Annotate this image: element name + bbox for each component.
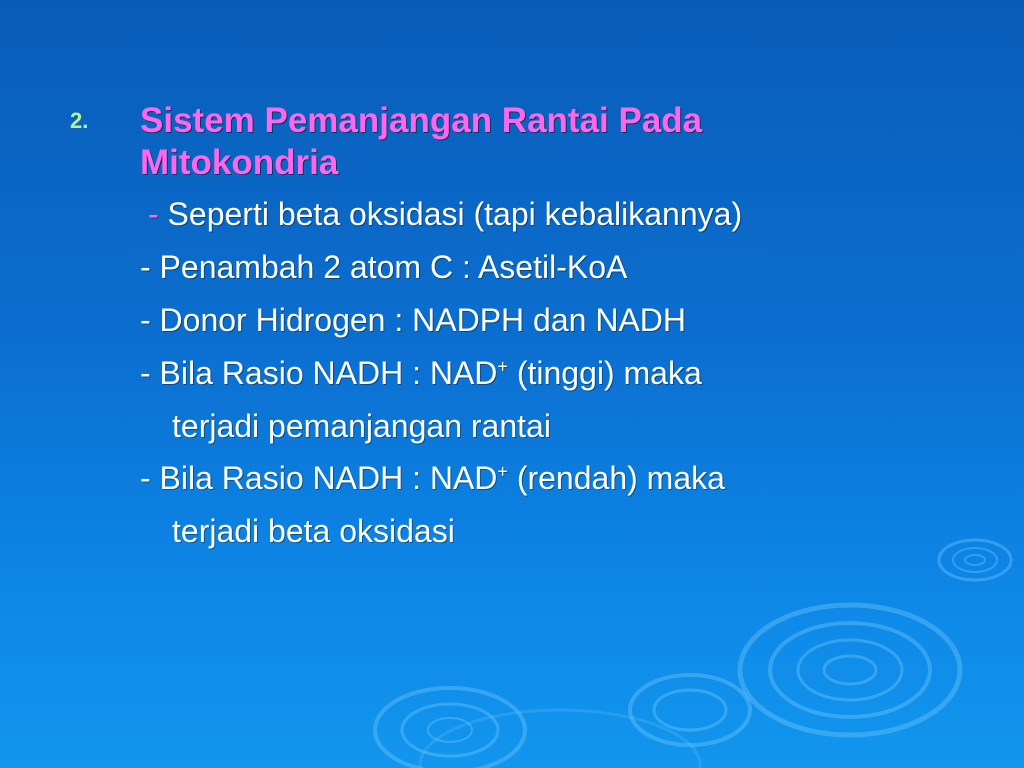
bullet-text: (rendah) maka xyxy=(507,460,725,496)
bullet-line-3: - Donor Hidrogen : NADPH dan NADH xyxy=(140,302,686,338)
bullet-line-6 xyxy=(140,460,725,497)
bullet-text: (tinggi) maka xyxy=(507,355,702,391)
bullet-dash: - xyxy=(148,196,168,232)
list-number: 2. xyxy=(70,108,89,133)
bullet-text: - Bila Rasio NADH : NAD xyxy=(140,355,498,391)
bullet-line-2: - Penambah 2 atom C : Asetil-KoA xyxy=(140,249,628,285)
bullet-line-4 xyxy=(140,355,702,392)
bullet-text: - Bila Rasio NADH : NAD xyxy=(140,460,498,496)
bullet-line-5: terjadi pemanjangan rantai xyxy=(172,408,551,444)
superscript-plus: + xyxy=(497,461,508,482)
heading-line-1: Sistem Pemanjangan Rantai Pada xyxy=(140,101,703,140)
bullet-line-7: terjadi beta oksidasi xyxy=(172,513,455,549)
bullet-text: Seperti beta oksidasi (tapi kebalikannya) xyxy=(167,196,743,232)
bullet-line-1 xyxy=(148,196,742,233)
heading-line-2: Mitokondria xyxy=(140,143,339,182)
slide-heading xyxy=(140,100,702,184)
superscript-plus: + xyxy=(497,356,508,377)
